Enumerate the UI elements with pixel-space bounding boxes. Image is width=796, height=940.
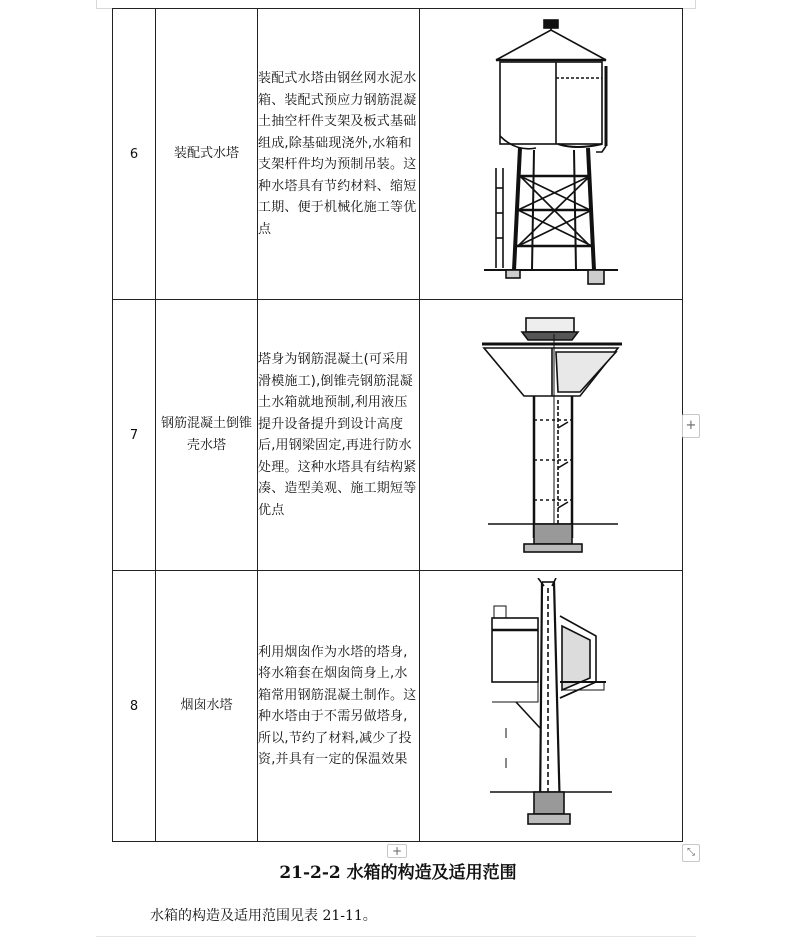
figure-cell (420, 9, 683, 300)
section-heading: 21-2-2 水箱的构造及适用范围 (279, 863, 517, 883)
water-tower-table (112, 8, 683, 842)
body-paragraph: 水箱的构造及适用范围见表 21-11。 (150, 908, 377, 924)
row-number: 8 (113, 571, 156, 842)
page-bottom-border (96, 936, 696, 937)
tower-type-name: 钢筋混凝土倒锥壳水塔 (156, 300, 258, 571)
inverted-cone-water-tower-drawing (476, 310, 626, 560)
table-row (113, 571, 683, 842)
row-number: 6 (113, 9, 156, 300)
chimney-water-tower-drawing (486, 578, 616, 834)
figure-cell (420, 300, 683, 571)
table-row (113, 9, 683, 300)
tower-description: 装配式水塔由钢丝网水泥水箱、装配式预应力钢筋混凝土抽空杆件支架及板式基础组成,除基础现浇外,水箱和支架杆件均为预制吊装。这种水塔具有节约材料、缩短工期、便于机械化施工等优点 (258, 9, 420, 300)
row-number: 7 (113, 300, 156, 571)
figure-cell (420, 571, 683, 842)
tower-type-name: 烟囱水塔 (156, 571, 258, 842)
table-row (113, 300, 683, 571)
add-row-button[interactable]: + (387, 844, 407, 858)
tower-description: 利用烟囱作为水塔的塔身,将水箱套在烟囱筒身上,水箱常用钢筋混凝土制作。这种水塔由于不需另做塔身,所以,节约了材料,减少了投资,并具有一定的保温效果 (258, 571, 420, 842)
page-corner-mark-left (96, 0, 97, 8)
table-resize-handle[interactable]: ⤡ (682, 844, 700, 862)
prefabricated-water-tower-drawing (476, 18, 626, 290)
add-column-button[interactable]: + (682, 414, 700, 438)
page-corner-mark-right (695, 0, 696, 8)
tower-type-name: 装配式水塔 (156, 9, 258, 300)
tower-description: 塔身为钢筋混凝土(可采用滑模施工),倒锥壳钢筋混凝土水箱就地预制,利用液压提升设备提升到设计高度后,用钢梁固定,再进行防水处理。这种水塔具有结构紧凑、造型美观、施工期短等优点 (258, 300, 420, 571)
